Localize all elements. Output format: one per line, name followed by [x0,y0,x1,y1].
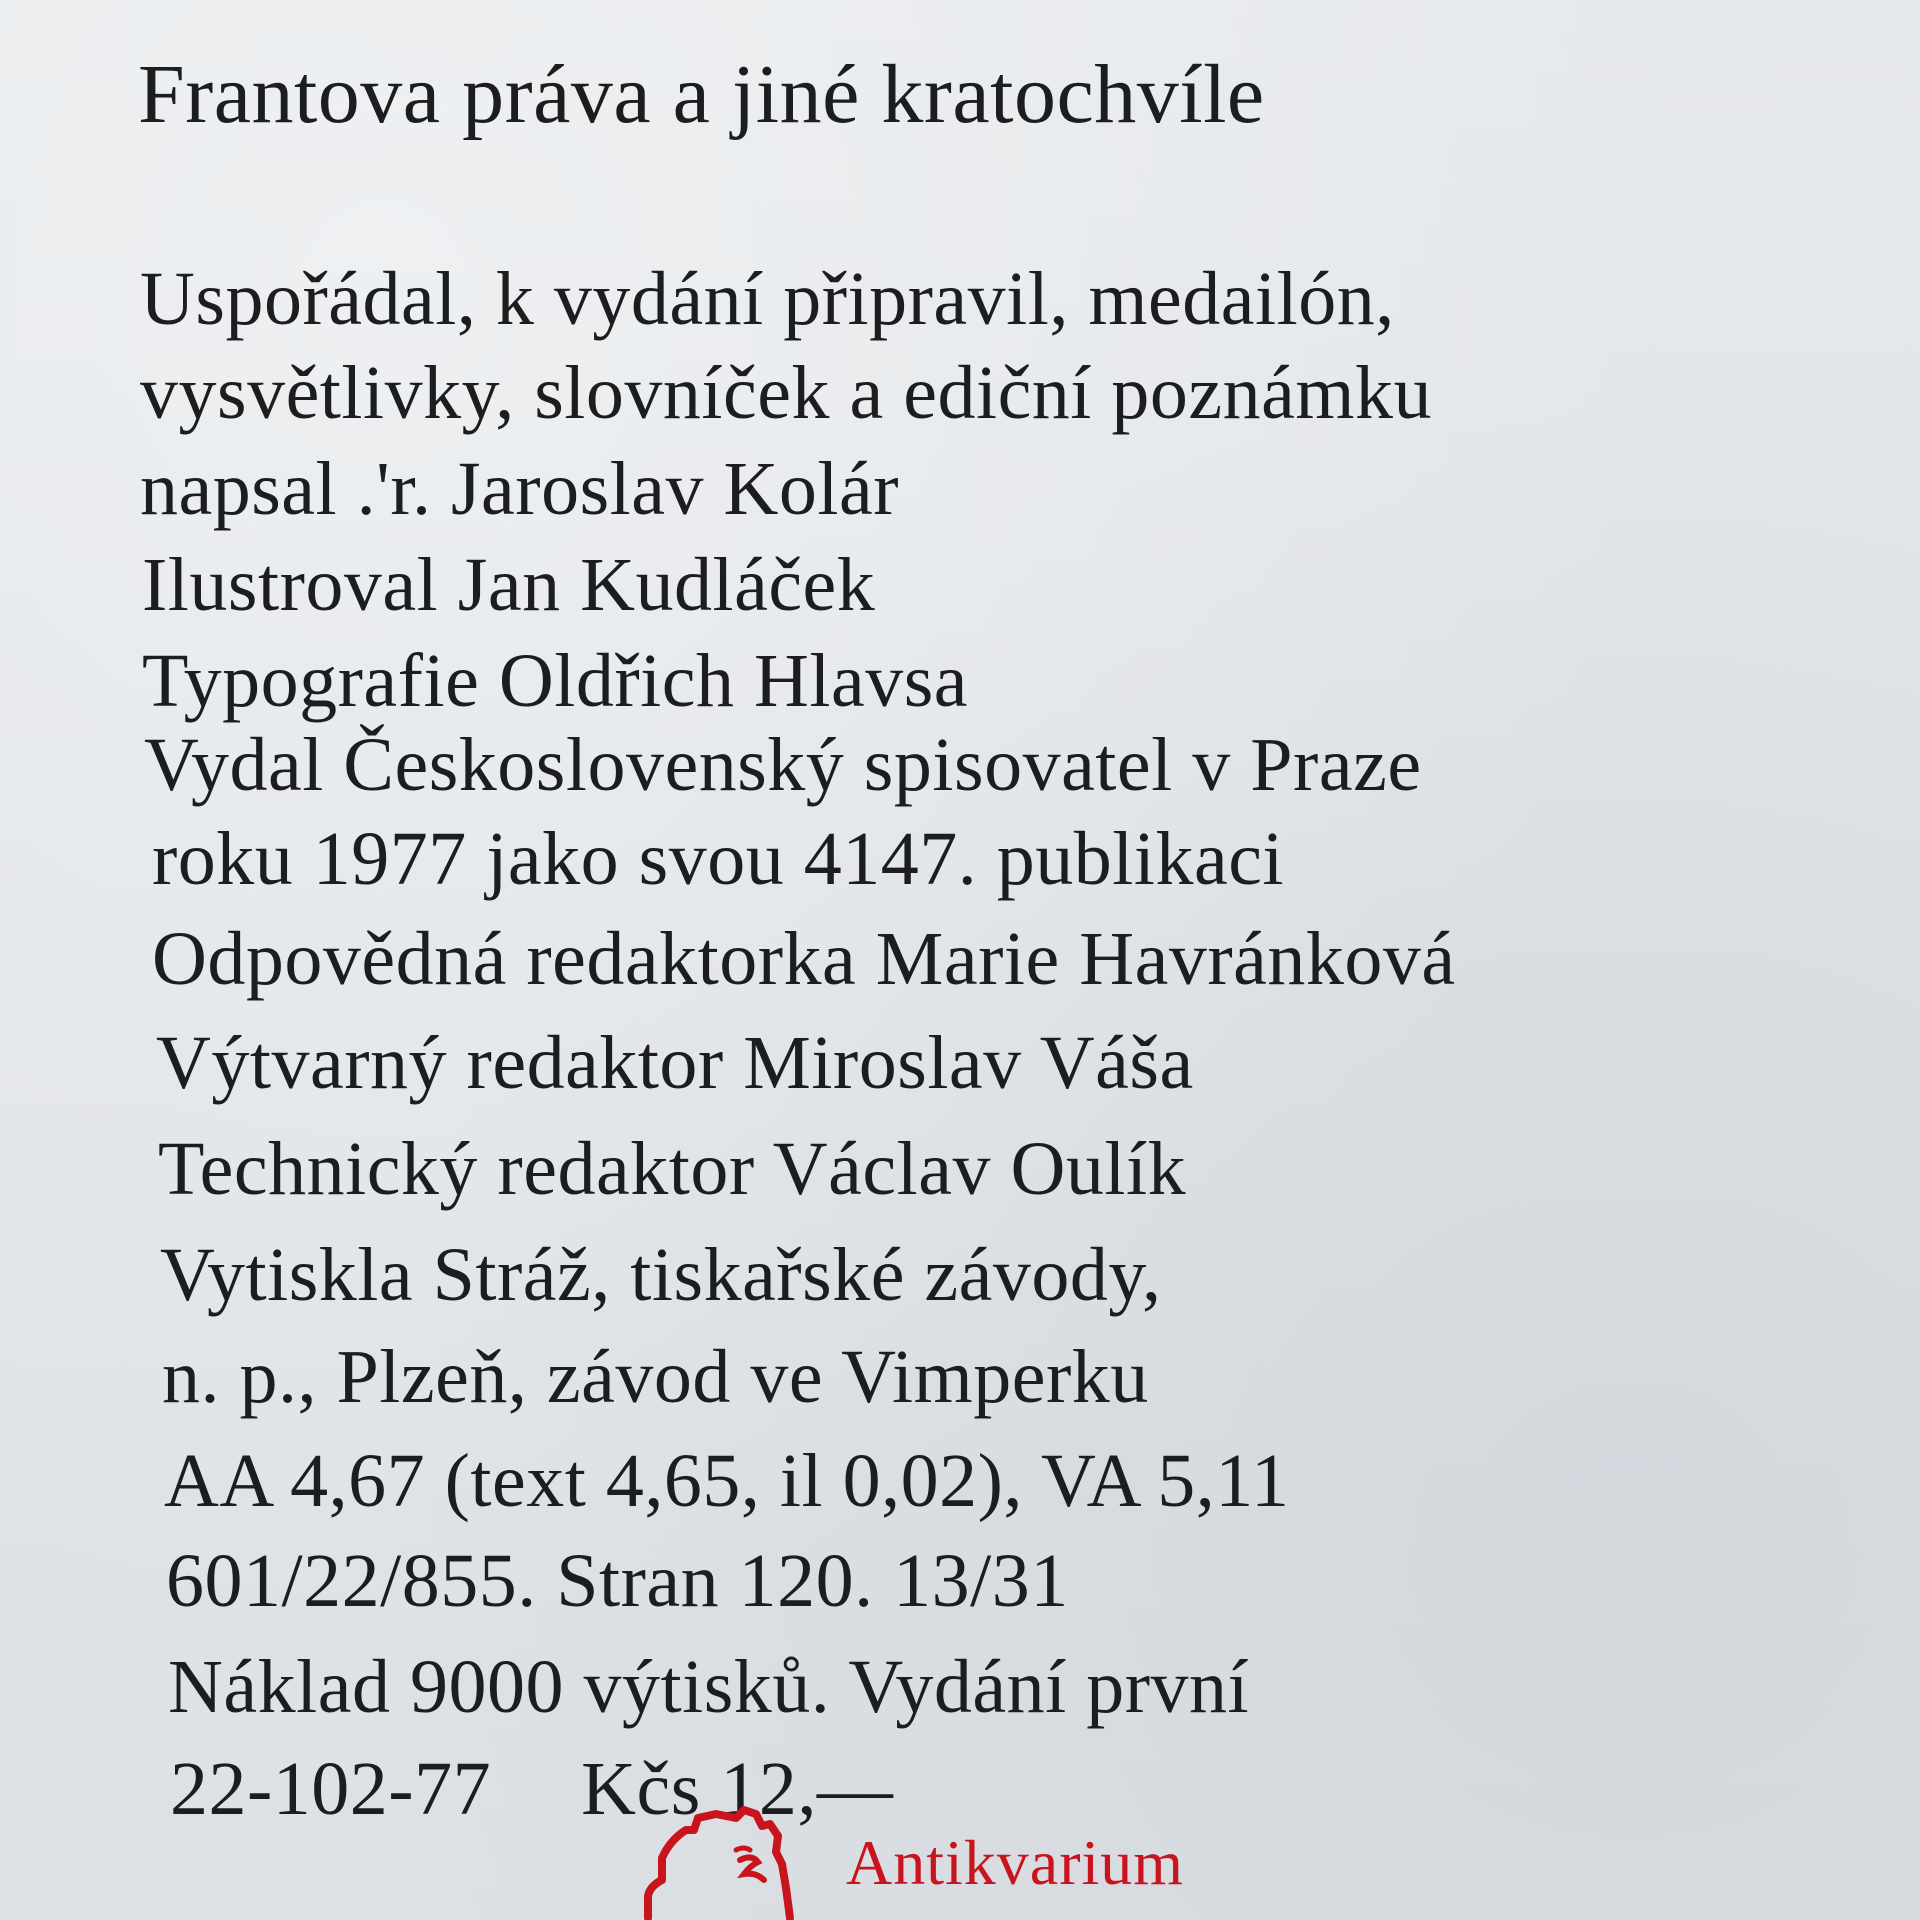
colophon-line: Technický redaktor Václav Oulík [158,1127,1187,1211]
colophon-line: Výtvarný redaktor Miroslav Váša [156,1021,1194,1105]
colophon-line: 601/22/855. Stran 120. 13/31 [166,1539,1069,1623]
colophon-line: roku 1977 jako svou 4147. publikaci [152,817,1285,901]
colophon-line: Vytiskla Stráž, tiskařské závody, [160,1233,1162,1317]
book-title: Frantova práva a jiné kratochvíle [138,48,1265,141]
colophon-line: Náklad 9000 výtisků. Vydání první [168,1645,1250,1729]
colophon-line: vysvětlivky, slovníček a ediční poznámku [140,351,1432,435]
publication-code: 22-102-77 [170,1747,492,1831]
castle-tower-icon [640,1800,820,1920]
colophon-line: Ilustroval Jan Kudláček [142,543,876,627]
colophon-line: Vydal Československý spisovatel v Praze [144,723,1422,807]
watermark-text: Antikvarium [846,1827,1185,1898]
colophon-line: AA 4,67 (text 4,65, il 0,02), VA 5,11 [164,1439,1290,1523]
colophon-line: napsal .'r. Jaroslav Kolár [140,447,900,531]
colophon-line: Typografie Oldřich Hlavsa [142,639,969,723]
antikvarium-watermark [640,1800,1260,1920]
colophon-line: Uspořádal, k vydání připravil, medailón, [140,257,1395,341]
colophon-line: Odpovědná redaktorka Marie Havránková [152,917,1456,1001]
colophon-line: n. p., Plzeň, závod ve Vimperku [162,1335,1149,1419]
price: Kčs 12,— [581,1747,894,1831]
